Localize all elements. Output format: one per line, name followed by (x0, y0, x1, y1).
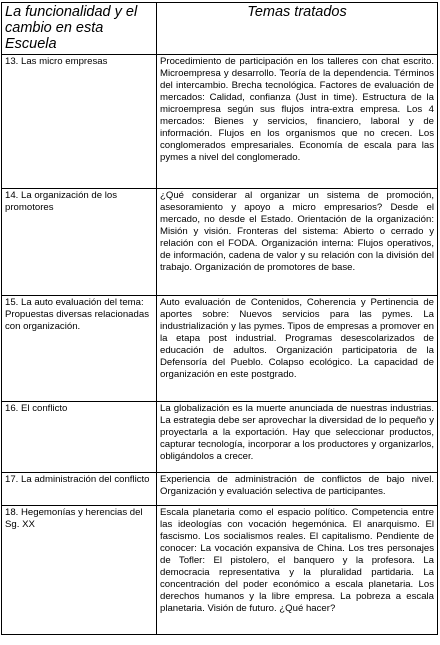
row-topics: Auto evaluación de Contenidos, Coherencia y Pertinencia de aportes sobre: Nuevos servicios para las pymes. La industrialización y las pymes. Tipos de empresas a promover en la etapa post industrial. Programas desescolarizados de educación de adultos. Organización participatoria de la Defensoría del Pueblo. Colapso ecológico. La capacidad de organización en este postgrado. (157, 296, 438, 402)
table-row (2, 296, 438, 402)
header-topics: Temas tratados (157, 3, 438, 55)
row-topics: Experiencia de administración de conflictos de bajo nivel. Organización y evaluación selectiva de participantes. (157, 473, 438, 506)
table-header-row (2, 3, 438, 55)
row-title: 17. La administración del conflicto (2, 473, 157, 506)
row-topics: Procedimiento de participación en los talleres con chat escrito. Microempresa y desarrollo. Teoría de la dependencia. Términos del intercambio. Brecha tecnológica. Factores de evaluación de mercados: Calidad, confianza (Just in time). Estructura de la microempresa según sus flujos intra-extra empresa. Los 4 mercados: Bienes y servicios, financiero, laboral y de información. Flujos en los organismos que no crecen. Los conglomerados empresariales. Economía de escala para las pymes a nivel del conglomerado. (157, 55, 438, 189)
table-row (2, 189, 438, 296)
table-row (2, 55, 438, 189)
row-title: 18. Hegemonías y herencias del Sg. XX (2, 506, 157, 635)
row-title: 16. El conflicto (2, 402, 157, 473)
topics-table (1, 2, 438, 635)
table-row (2, 402, 438, 473)
header-functionality: La funcionalidad y el cambio en esta Escuela (2, 3, 157, 55)
table-row (2, 473, 438, 506)
row-title: 14. La organización de los promotores (2, 189, 157, 296)
row-title: 13. Las micro empresas (2, 55, 157, 189)
row-title: 15. La auto evaluación del tema: Propuestas diversas relacionadas con organización. (2, 296, 157, 402)
table-row (2, 506, 438, 635)
row-topics: Escala planetaria como el espacio político. Competencia entre las ideologías con vocación hegemónica. El anarquismo. El fascismo. Los socialismos reales. El capitalismo. Pendiente de conocer: La vocación expansiva de China. Los tres personajes de Tofler: El pistolero, el banquero y la profesora. La democracia representativa y la pluralidad partidaria. La concentración del poder económico a escala planetaria. Los derechos humanos y la libre empresa. La pobreza a escala planetaria. Visión de futuro. ¿Qué hacer? (157, 506, 438, 635)
row-topics: ¿Qué considerar al organizar un sistema de promoción, asesoramiento y apoyo a micro empresarios? Desde el mercado, no desde el Estado. Orientación de la organización: Misión y visión. Fronteras del sistema: Abierto o cerrado y relación con el FODA. Organización interna: Flujos operativos, de información, cadena de valor y su relación con la división del trabajo. Organización de promotores de base. (157, 189, 438, 296)
row-topics: La globalización es la muerte anunciada de nuestras industrias. La estrategia debe ser aprovechar la diversidad de lo pequeño y proyectarla a la exportación. Hay que seleccionar productos, capturar tecnología, incorporar a los productores y organizarlos, obligándolos a crecer. (157, 402, 438, 473)
